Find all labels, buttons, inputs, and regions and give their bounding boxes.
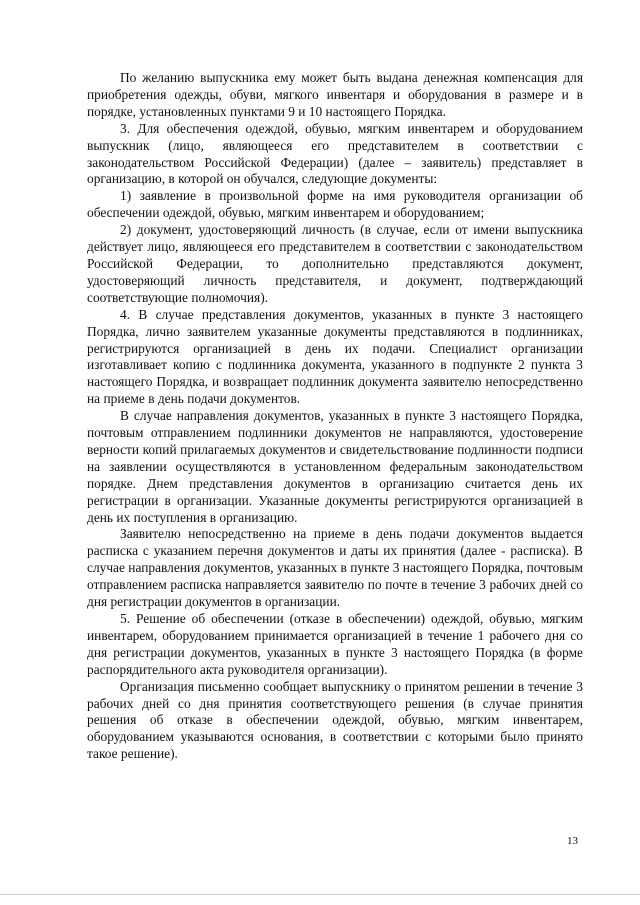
paragraph-postal-submission: В случае направления документов, указанных в пункте 3 настоящего Порядка, почтовым отправлением подлинники документов не направляются, удостоверение верности копий прилагаемых документов и свидетельствование подлинности подписи на заявлении осуществляются в установленном федеральным законодательством порядке. Днем представления документов в организацию считается день их регистрации в организации. Указанные документы регистрируются организацией в день их поступления в организацию. (87, 408, 583, 525)
paragraph-item-4: 4. В случае представления документов, указанных в пункте 3 настоящего Порядка, лично заявителем указанные документы представляются в подлинниках, регистрируются организацией в день их подачи. Специалист организации изготавливает копию с подлинника документа, указанного в подпункте 2 пункта 3 настоящего Порядка, и возвращает подлинник документа заявителю непосредственно на приеме в день подачи документов. (87, 306, 583, 407)
paragraph-item-3-sub-2: 2) документ, удостоверяющий личность (в случае, если от имени выпускника действует лицо, являющееся его представителем в соответствии с законодательством Российской Федерации, то дополнительно представляются документ, удостоверяющий личность представителя, и документ, подтверждающий соответствующие полномочия). (87, 222, 583, 305)
page-number: 13 (567, 835, 578, 847)
document-body (87, 70, 583, 763)
scan-edge-line (0, 894, 640, 895)
paragraph-notification: Организация письменно сообщает выпускнику о принятом решении в течение 3 рабочих дней со дня принятия соответствующего решения (в случае принятия решения об отказе в обеспечении одеждой, обувью, мягким инвентарем, оборудованием указываются основания, в соответствии с которыми было принято такое решение). (87, 678, 583, 762)
paragraph-item-3-sub-1: 1) заявление в произвольной форме на имя руководителя организации об обеспечении одеждой, обувью, мягким инвентарем и оборудованием; (87, 188, 583, 221)
paragraph-item-3: 3. Для обеспечения одеждой, обувью, мягким инвентарем и оборудованием выпускник (лицо, являющееся его представителем в соответствии с законодательством Российской Федерации) (далее – заявитель) представляет в организацию, в которой он обучался, следующие документы: (87, 120, 583, 187)
paragraph-receipt: Заявителю непосредственно на приеме в день подачи документов выдается расписка с указанием перечня документов и даты их принятия (далее - расписка). В случае направления документов, указанных в пункте 3 настоящего Порядка, почтовым отправлением расписка направляется заявителю по почте в течение 3 рабочих дней со дня регистрации документов в организации. (87, 526, 583, 610)
paragraph-item-5: 5. Решение об обеспечении (отказе в обеспечении) одеждой, обувью, мягким инвентарем, оборудованием принимается организацией в течение 1 рабочего дня со дня регистрации документов, указанных в пункте 3 настоящего Порядка (в форме распорядительного акта руководителя организации). (87, 611, 583, 677)
paragraph-compensation: По желанию выпускника ему может быть выдана денежная компенсация для приобретения одежды, обуви, мягкого инвентаря и оборудования в размере и в порядке, установленных пунктами 9 и 10 настоящего Порядка. (87, 70, 583, 119)
